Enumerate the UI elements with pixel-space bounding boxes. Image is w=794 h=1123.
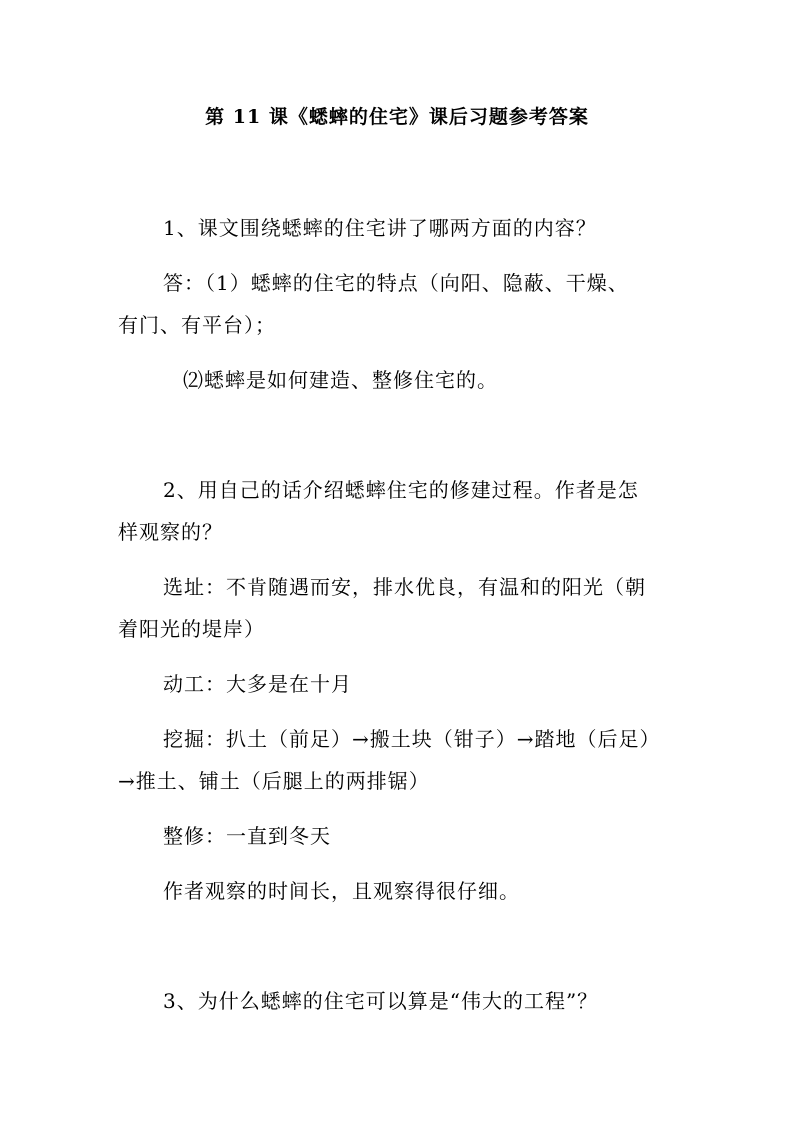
answer-2-dig-line-2: →推土、铺土（后腿上的两排锯） <box>118 769 430 793</box>
question-3: 3、为什么蟋蟀的住宅可以算是“伟大的工程”？ <box>163 989 599 1013</box>
question-2-line-2: 样观察的？ <box>118 520 223 544</box>
answer-1-line-3: ⑵蟋蟀是如何建造、整修住宅的。 <box>183 368 498 392</box>
answer-1-line-2: 有门、有平台）； <box>118 313 276 337</box>
question-2-line-1: 2、用自己的话介绍蟋蟀住宅的修建过程。作者是怎 <box>163 478 639 502</box>
answer-2-site-line-1: 选址：不肯随遇而安，排水优良，有温和的阳光（朝 <box>163 575 646 599</box>
answer-2-observation: 作者观察的时间长，且观察得很仔细。 <box>163 879 520 903</box>
answer-2-site-line-2: 着阳光的堤岸） <box>118 617 265 641</box>
answer-2-start: 动工：大多是在十月 <box>163 672 352 696</box>
document-title: 第 11 课《蟋蟀的住宅》课后习题参考答案 <box>205 106 589 128</box>
answer-2-repair: 整修：一直到冬天 <box>163 824 331 848</box>
answer-2-dig-line-1: 挖掘：扒土（前足）→搬土块（钳子）→踏地（后足） <box>163 727 661 751</box>
question-1: 1、课文围绕蟋蟀的住宅讲了哪两方面的内容？ <box>163 216 597 240</box>
answer-1-line-1: 答：（1）蟋蟀的住宅的特点（向阳、隐蔽、干燥、 <box>163 271 629 295</box>
